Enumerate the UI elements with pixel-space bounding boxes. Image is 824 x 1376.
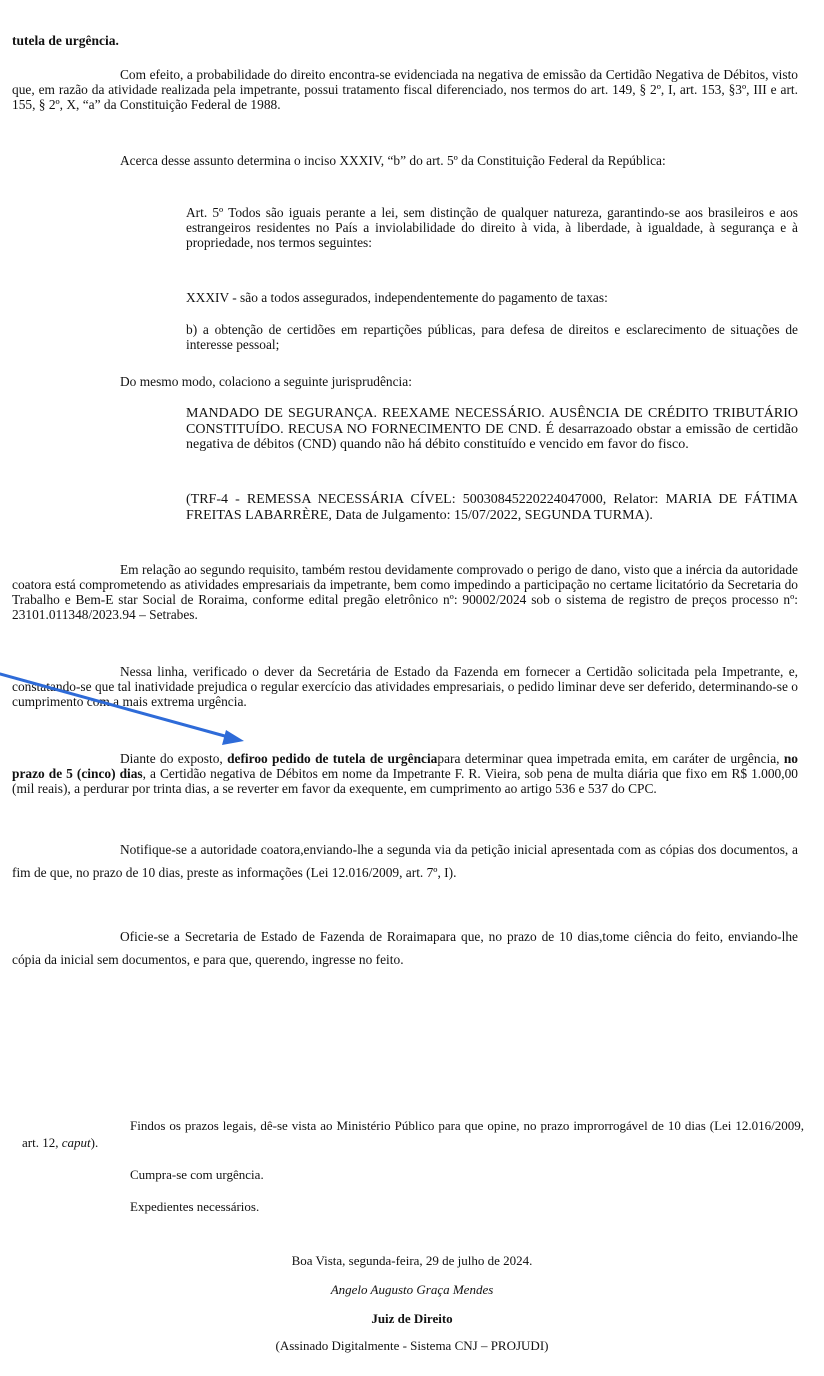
paragraph-nessa-linha: Nessa linha, verificado o dever da Secretária de Estado da Fazenda em fornecer a Certidão solicitada pela Impetrante, e, constatando-se que tal inatividade prejudica o regular exercício das atividades empresariais, o pedido liminar deve ser deferido, determinando-se o cumprimento com a mais extrema urgência. [12,664,798,709]
quote-citation: (TRF-4 - REMESSA NECESSÁRIA CÍVEL: 50030845220224047000, Relator: MARIA DE FÁTIMA FREITAS LABARRÈRE, Data de Julgamento: 15/07/2022, SEGUNDA TURMA). [186,492,798,523]
annotation-arrow-icon [0,660,250,750]
section-heading: tutela de urgência. [12,33,119,48]
decision-bold-text: defiroo pedido de tutela de urgência [227,751,438,766]
paragraph-jurisprudencia: Do mesmo modo, colaciono a seguinte jurisprudência: [120,374,412,389]
paragraph-perigo-dano: Em relação ao segundo requisito, também restou devidamente comprovado o perigo de dano, visto que a inércia da autoridade coatora está comprometendo as atividades empresariais da impetrante, bem como impedindo a participação no certame licitatório da Secretaria do Trabalho e Bem-E star Social de Roraima, conforme edital pregão eletrônico nº: 90002/2024 sob o sistema de registro de preços processo nº: 23101.011348/2023.94 – Setrabes. [12,562,798,622]
paragraph-oficie: Oficie-se a Secretaria de Estado de Fazenda de Roraimapara que, no prazo de 10 dias,tome ciência do feito, enviando-lhe cópia da inicial sem documentos, e para que, querendo, ingresse no feito. [12,929,798,967]
closing-line-expedientes: Expedientes necessários. [130,1199,260,1214]
judge-title: Juiz de Direito [371,1311,453,1326]
judge-name: Angelo Augusto Graça Mendes [330,1282,494,1297]
paragraph-dispositivo: Diante do exposto, defiroo pedido de tutela de urgênciapara determinar quea impetrada emita, em caráter de urgência, no prazo de 5 (cinco) dias, a Certidão negativa de Débitos em nome da Impetrante F. R. Vieira, sob pena de multa diária que fixo em R$ 1.000,00 (mil reais), a perdurar por trinta dias, a se reverter em favor da exequente, em cumprimento ao artigo 536 e 537 do CPC. [12,751,798,796]
quote-xxxiv: XXXIV - são a todos assegurados, independentemente do pagamento de taxas: [186,290,608,305]
deadline-bold-text: no prazo de 5 (cinco) dias [12,751,798,781]
quote-art5: Art. 5º Todos são iguais perante a lei, sem distinção de qualquer natureza, garantindo-se aos brasileiros e aos estrangeiros residentes no País a inviolabilidade do direito à vida, à liberdade, à igualdade, à segurança e à propriedade, nos termos seguintes: [186,205,798,250]
place-date: Boa Vista, segunda-feira, 29 de julho de 2024. [291,1253,533,1268]
paragraph-probabilidade: Com efeito, a probabilidade do direito encontra-se evidenciada na negativa de emissão da Certidão Negativa de Débitos, visto que, em razão da atividade realizada pela impetrante, possui tratamento fiscal diferenciado, nos termos do art. 149, § 2º, I, art. 153, §3º, III e art. 155, § 2º, X, “a” da Constituição Federal de 1988. [12,67,798,112]
paragraph-acerca: Acerca desse assunto determina o inciso XXXIV, “b” do art. 5º da Constituição Federal da República: [120,153,666,168]
quote-ementa: MANDADO DE SEGURANÇA. REEXAME NECESSÁRIO. AUSÊNCIA DE CRÉDITO TRIBUTÁRIO CONSTITUÍDO. RECUSA NO FORNECIMENTO DE CND. É desarrazoado obstar a emissão de certidão negativa de débitos (CND) quando não há débito constituído e vencido em favor do fisco. [186,406,798,452]
closing-line-cumpra: Cumpra-se com urgência. [130,1167,264,1182]
paragraph-findos-prazos: Findos os prazos legais, dê-se vista ao Ministério Público para que opine, no prazo improrrogável de 10 dias (Lei 12.016/2009, art. 12, caput). [22,1118,804,1150]
digital-signature-note: (Assinado Digitalmente - Sistema CNJ – PROJUDI) [275,1338,549,1353]
paragraph-notifique: Notifique-se a autoridade coatora,enviando-lhe a segunda via da petição inicial apresentada com as cópias dos documentos, a fim de que, no prazo de 10 dias, preste as informações (Lei 12.016/2009, art. 7º, I). [12,842,798,880]
quote-item-b: b) a obtenção de certidões em repartições públicas, para defesa de direitos e esclarecimento de situações de interesse pessoal; [186,322,798,352]
